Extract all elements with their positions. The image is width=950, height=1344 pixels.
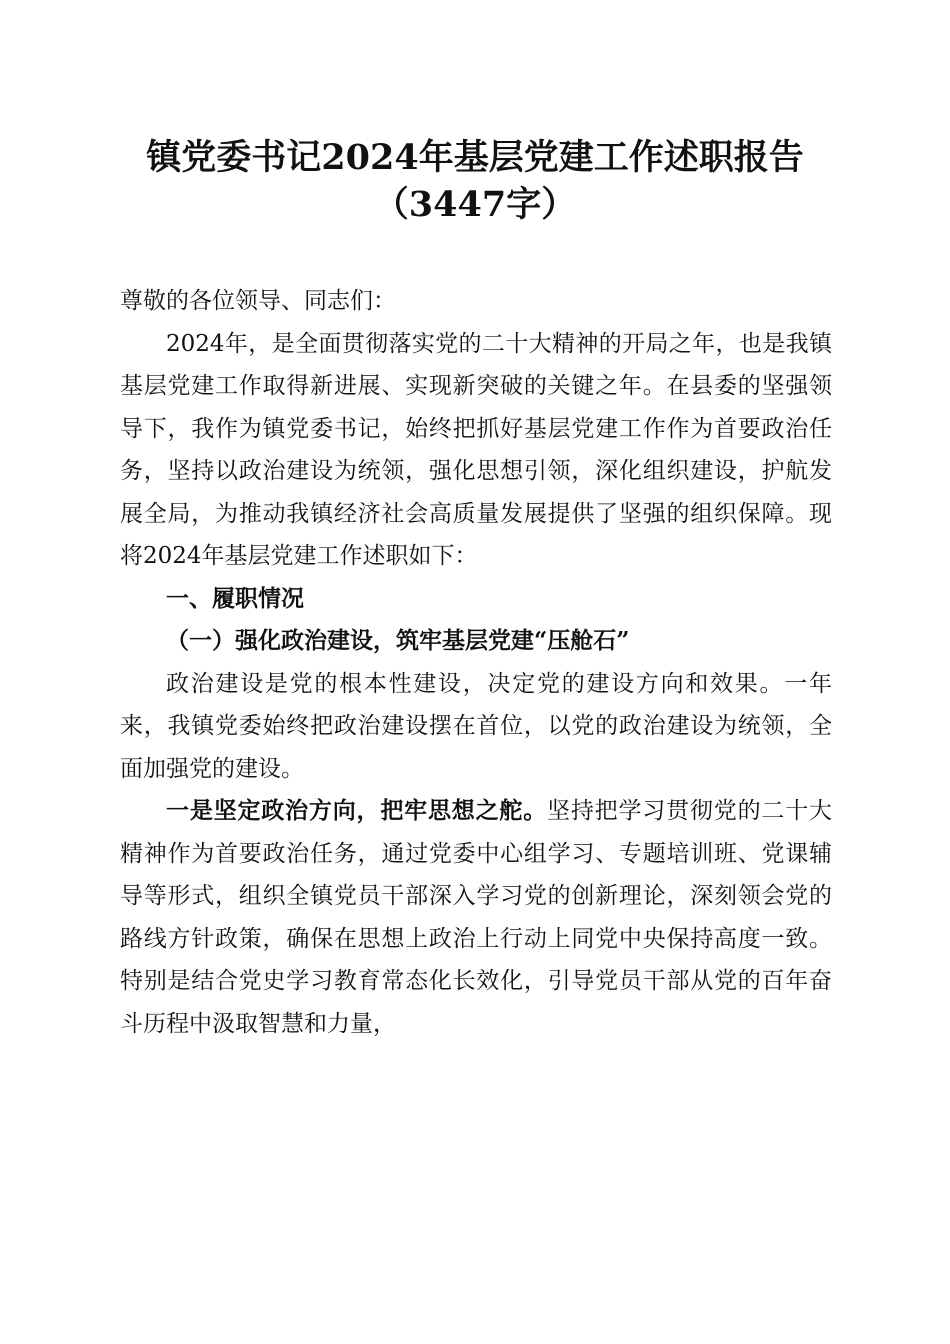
paragraph-lead: 一是坚定政治方向，把牢思想之舵。 <box>166 797 548 824</box>
body-paragraph-leadin <box>120 790 832 1045</box>
section-heading: 一、履职情况 <box>166 585 304 612</box>
subsection-heading: （一）强化政治建设，筑牢基层党建“压舱石” <box>166 627 630 654</box>
body-paragraph: 政治建设是党的根本性建设，决定党的建设方向和效果。一年来，我镇党委始终把政治建设摆在首位，以党的政治建设为统领，全面加强党的建设。 <box>120 670 832 782</box>
intro-paragraph: 2024年，是全面贯彻落实党的二十大精神的开局之年，也是我镇基层党建工作取得新进展、实现新突破的关键之年。在县委的坚强领导下，我作为镇党委书记，始终把抓好基层党建工作作为首要政治任务，坚持以政治建设为统领，强化思想引领，深化组织建设，护航发展全局，为推动我镇经济社会高质量发展提供了坚强的组织保障。现将2024年基层党建工作述职如下： <box>120 330 832 569</box>
paragraph-text: 坚持把学习贯彻党的二十大精神作为首要政治任务，通过党委中心组学习、专题培训班、党课辅导等形式，组织全镇党员干部深入学习党的创新理论，深刻领会党的路线方针政策，确保在思想上政治上行动上同党中央保持高度一致。特别是结合党史学习教育常态化长效化，引导党员干部从党的百年奋斗历程中汲取智慧和力量， <box>120 798 833 1037</box>
document-title: 镇党委书记2024年基层党建工作述职报告 <box>146 137 804 178</box>
document-title-wordcount: （3447字） <box>373 184 577 225</box>
document-body <box>120 280 832 1045</box>
salutation: 尊敬的各位领导、同志们： <box>120 288 396 314</box>
